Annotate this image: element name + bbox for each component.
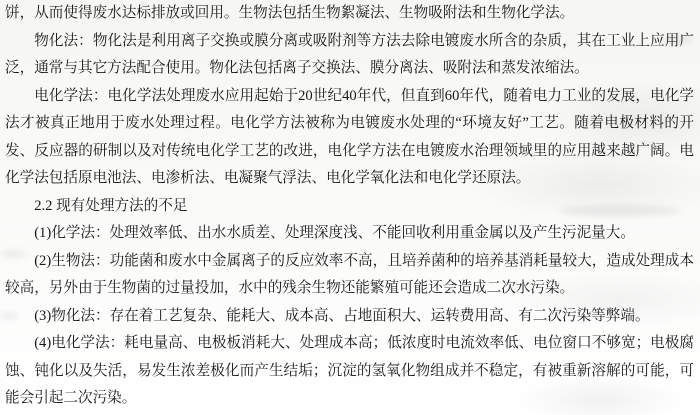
paragraph: 电化学法：电化学法处理废水应用起始于20世纪40年代，但直到60年代，随着电力工业的发展，电化学法才被真正地用于废水处理过程。电化学方法被称为电镀废水处理的“环境友好”工艺。随着电极材料的开发、反应器的研制以及对传统电化学工艺的改进，电化学方法在电镀废水治理领域里的应用越来越广阔。电化学法包括原电池法、电渗析法、电凝聚气浮法、电化学氧化法和电化学还原法。	[5, 87, 694, 186]
paragraph: 饼，从而使得废水达标排放或回用。生物法包括生物絮凝法、生物吸附法和生物化学法。	[5, 5, 575, 21]
paragraph: (2)生物法：功能菌和废水中金属离子的反应效率不高，且培养菌种的培养基消耗量较大，造成处理成本较高，另外由于生物菌的过量投加，水中的残余生物还能繁殖可能还会造成二次水污染。	[5, 252, 694, 296]
document-body	[5, 0, 694, 413]
paragraph: (4)电化学法：耗电量高、电极板消耗大、处理成本高；低浓度时电流效率低、电位窗口不够宽；电极腐蚀、钝化以及失活，易发生浓差极化而产生结垢；沉淀的氢氧化物组成并不稳定，有被重新溶解的可能，可能会引起二次污染。	[5, 335, 694, 406]
paragraph: (1)化学法：处理效率低、出水水质差、处理深度浅、不能回收利用重金属以及产生污泥量大。	[34, 225, 635, 241]
section-heading: 2.2 现有处理方法的不足	[34, 197, 188, 214]
paragraph: 物化法：物化法是利用离子交换或膜分离或吸附剂等方法去除电镀废水所含的杂质，其在工业上应用广泛，通常与其它方法配合使用。物化法包括离子交换法、膜分离法、吸附法和蒸发浓缩法。	[5, 32, 694, 76]
paragraph: (3)物化法：存在着工艺复杂、能耗大、成本高、占地面积大、运转费用高、有二次污染等弊端。	[34, 307, 650, 324]
